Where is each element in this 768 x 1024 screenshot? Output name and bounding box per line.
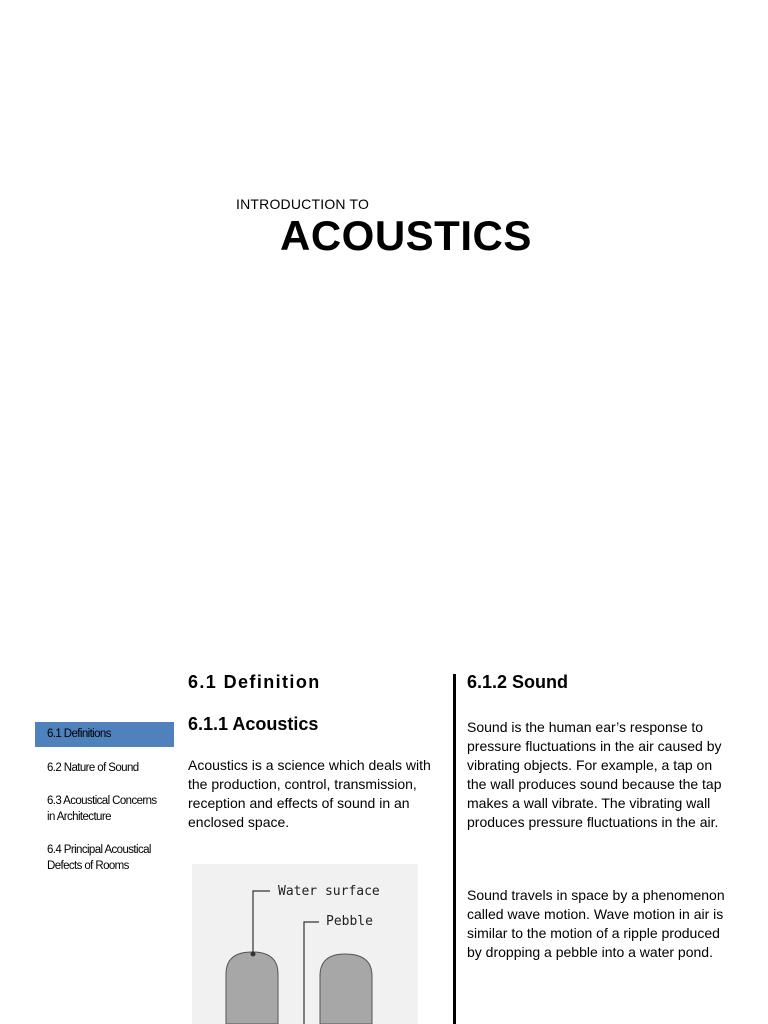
intro-kicker: INTRODUCTION TO	[236, 196, 370, 212]
sound-paragraph-2: Sound travels in space by a phenomenon called wave motion. Wave motion in air is similar to the motion of a ripple produced by dropping a pebble into a water pond.	[467, 887, 725, 960]
subsection-title-sound: 6.1.2 Sound	[467, 672, 569, 692]
right-wave-crest	[320, 954, 372, 1024]
sidebar-item-definitions[interactable]: 6.1 Definitions	[35, 722, 174, 747]
water-surface-leader	[253, 891, 270, 954]
pebble-leader	[304, 922, 319, 1024]
water-surface-dot	[251, 952, 256, 957]
sidebar-item-acoustical-concerns[interactable]: 6.3 Acoustical Concerns in Architecture	[47, 795, 157, 823]
document-title: ACOUSTICS	[280, 212, 532, 259]
left-wave-crest	[226, 952, 278, 1024]
subsection-title-acoustics: 6.1.1 Acoustics	[188, 714, 319, 734]
ripple-figure	[192, 864, 418, 1024]
sidebar-item-acoustical-defects[interactable]: 6.4 Principal Acoustical Defects of Rooms	[47, 844, 151, 872]
water-surface-label: Water surface	[278, 884, 380, 899]
sidebar-item-nature-of-sound[interactable]: 6.2 Nature of Sound	[47, 762, 139, 774]
pebble-label: Pebble	[326, 914, 373, 929]
acoustics-paragraph: Acoustics is a science which deals with the production, control, transmission, reception and effects of sound in an enclosed space.	[188, 757, 431, 830]
column-divider	[453, 674, 456, 1024]
section-title: 6.1 Definition	[188, 672, 321, 692]
sidebar-nav	[35, 722, 174, 878]
sound-paragraph-1: Sound is the human ear’s response to pressure fluctuations in the air caused by vibrating objects. For example, a tap on the wall produces sound because the tap makes a wall vibrate. The vibrating wall produces pressure fluctuations in the air.	[467, 719, 722, 830]
